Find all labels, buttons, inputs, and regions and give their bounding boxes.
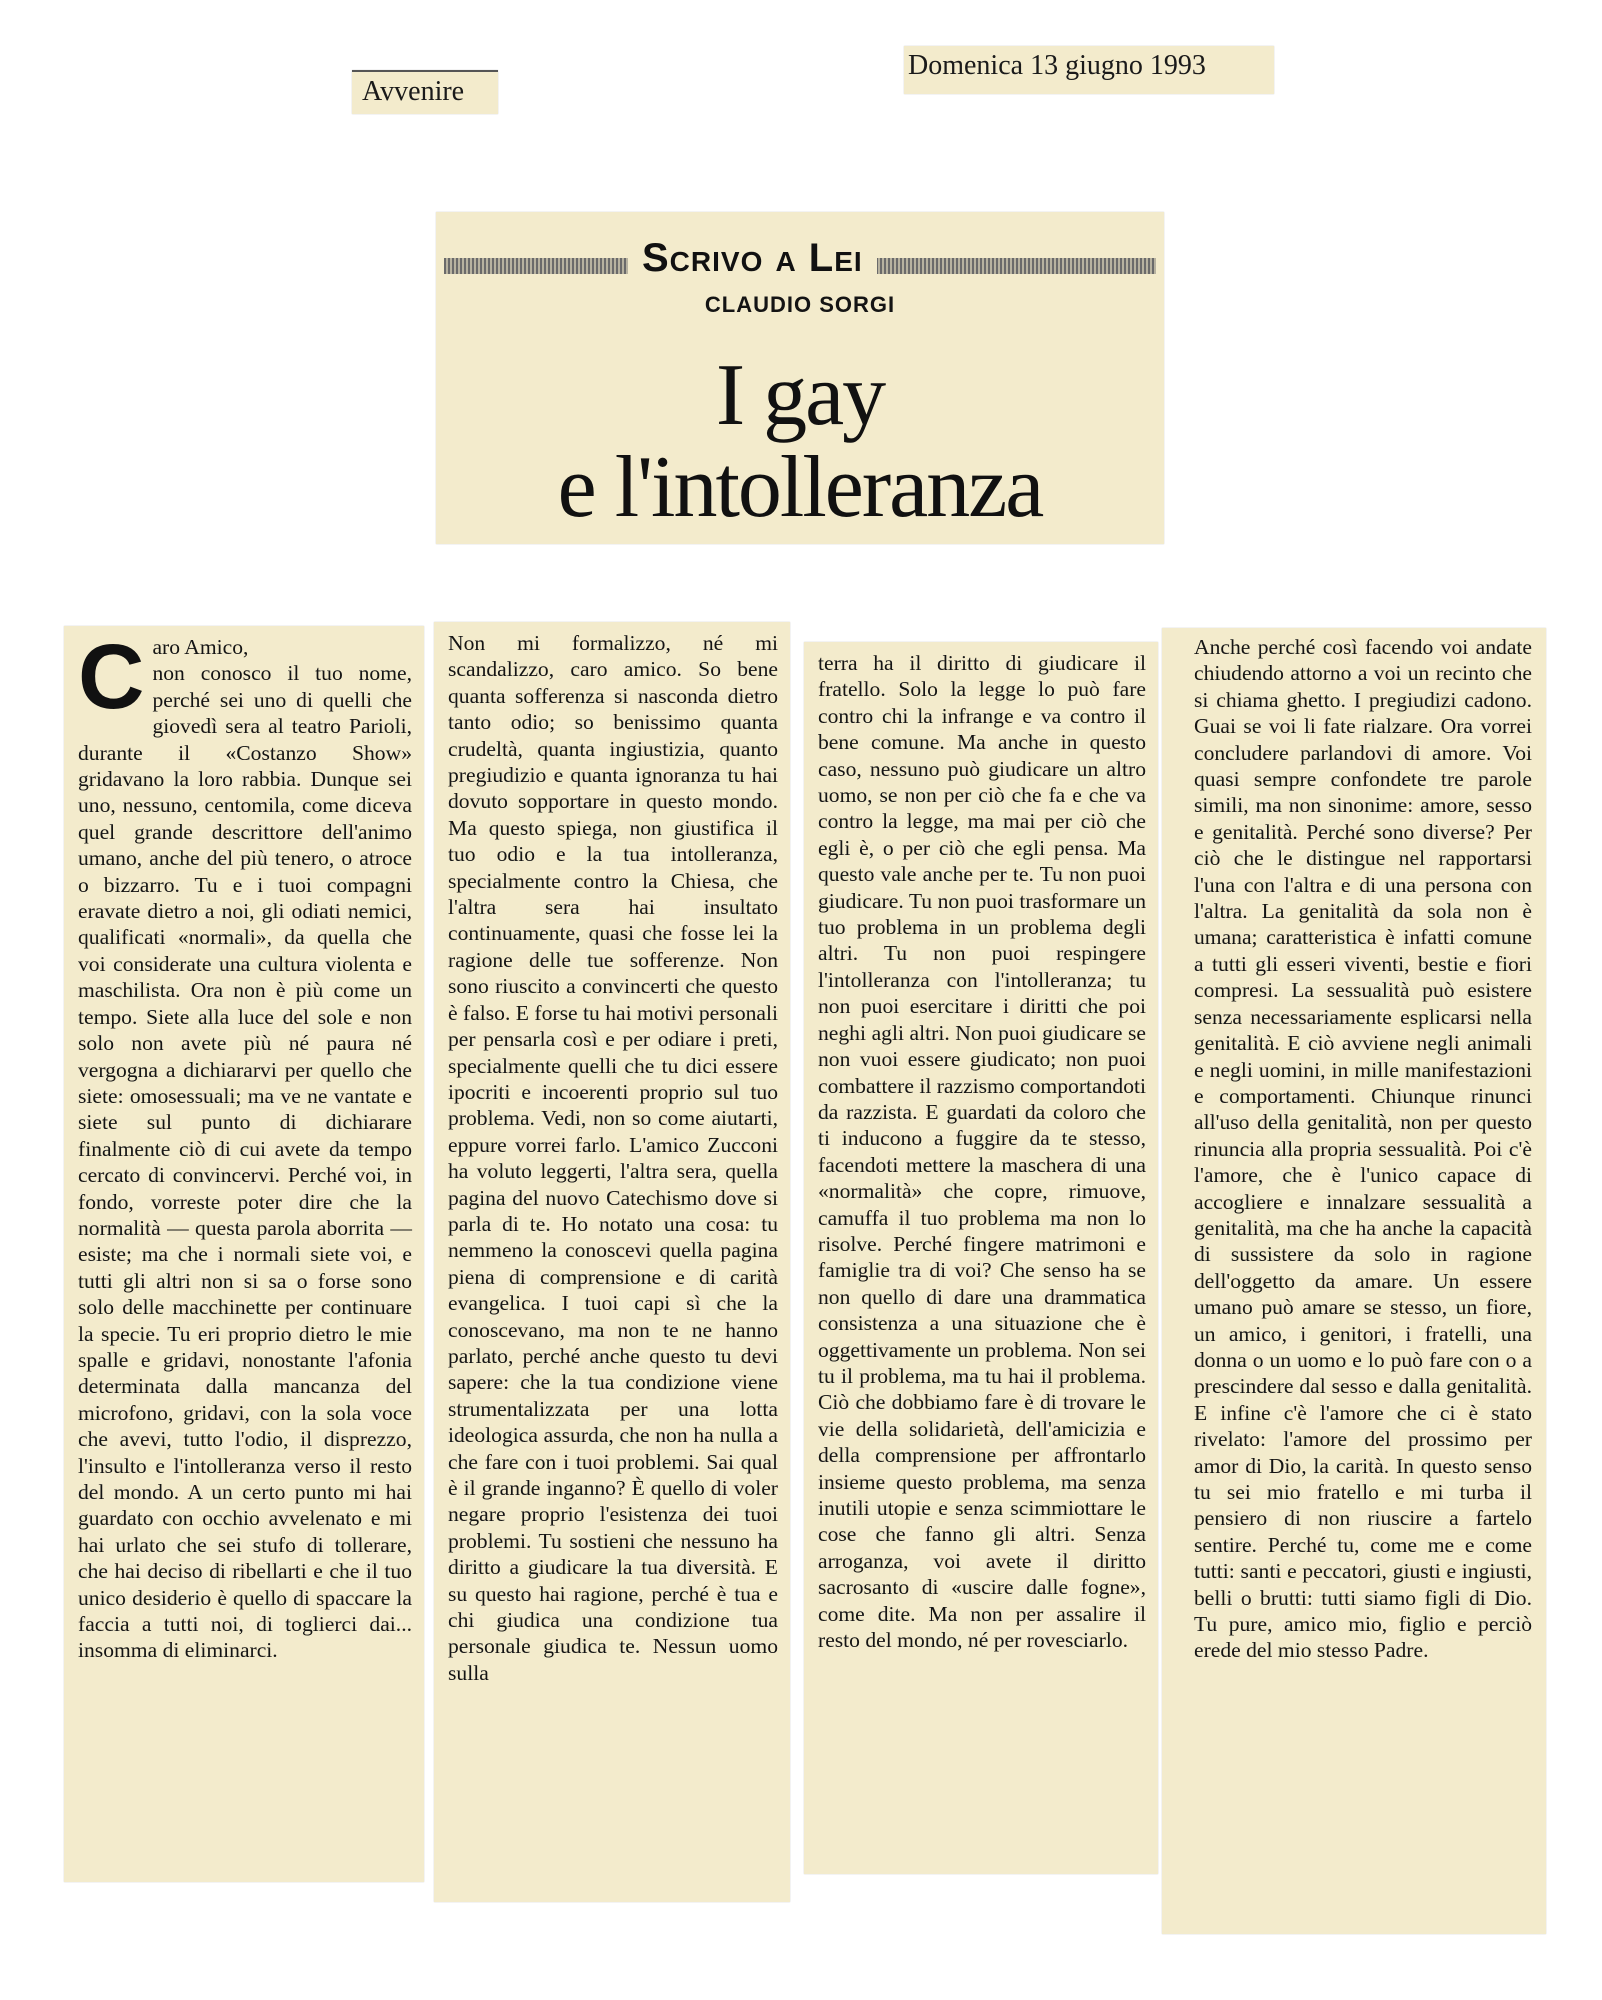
rubric-title: Scrivo a Lei: [628, 234, 877, 282]
salutation: aro Amico,: [152, 635, 249, 659]
publication-date-label: Domenica 13 giugno 1993: [904, 46, 1274, 94]
article-column-2: [434, 622, 790, 1902]
article-column-4: [1162, 628, 1546, 1934]
column-text: terra ha il diritto di giudicare il fratello. Solo la legge lo può fare contro chi la infrange e va contro il bene comune. Ma anche in questo caso, nessuno può giudicare un altro uomo, se non per ciò che fa e che va contro la legge, ma mai per ciò che egli è, o per ciò che egli pensa. Ma questo vale anche per te. Tu non puoi giudicare. Tu non puoi trasformare un tuo problema in un problema degli altri. Tu non puoi respingere l'intolleranza con l'intolleranza; tu non puoi esercitare i diritti che poi neghi agli altri. Non puoi giudicare se non vuoi essere giudicato; non puoi combattere il razzismo comportandoti da razzista. E guardati da coloro che ti inducono a fuggire da te stesso, facendoti mettere la maschera di una «normalità» che copre, rimuove, camuffa il tuo problema ma non lo risolve. Perché fingere matrimoni e famiglie tra di voi? Che senso ha se non quello di dare una drammatica consistenza a una situazione che è oggettivamente un problema. Non sei tu il problema, ma tu hai il problema. Ciò che dobbiamo fare è di trovare le vie della solidarietà, dell'amicizia e della comprensione per affrontarlo insieme questo problema, ma senza inutili utopie e senza scimmiottare le cose che fanno gli altri. Senza arroganza, voi avete il diritto sacrosanto di «uscire dalle fogne», come dite. Ma non per assalire il resto del mondo, né per rovesciarlo.: [818, 651, 1146, 1653]
article-header: [436, 212, 1164, 544]
headline-line-2: e l'intolleranza: [557, 439, 1043, 536]
column-text: Non mi formalizzo, né mi scandalizzo, caro amico. So bene quanta sofferenza si nasconda dietro tanto odio; so benissimo quanta crudeltà, quanta ingiustizia, quanto pregiudizio e quanta ignoranza tu hai dovuto sopportare in questo mondo. Ma questo spiega, non giustifica il tuo odio e la tua intolleranza, specialmente contro la Chiesa, che l'altra sera hai insultato continuamente, quasi che fosse lei la ragione delle tue sofferenze. Non sono riuscito a convincerti che questo è falso. E forse tu hai motivi personali per pensarla così e per odiare i preti, specialmente quelli che tu dici essere ipocriti e incoerenti proprio sul tuo problema. Vedi, non so come aiutarti, eppure vorrei farlo. L'amico Zucconi ha voluto leggerti, l'altra sera, quella pagina del nuovo Catechismo dove si parla di te. Ho notato una cosa: tu nemmeno la conoscevi quella pagina piena di comprensione e di carità evangelica. I tuoi capi sì che la conoscevano, ma non te ne hanno parlato, perché anche questo tu devi sapere: che la tua condizione viene strumentalizzata per una lotta ideologica assurda, che non ha nulla a che fare con i tuoi problemi. Sai qual è il grande inganno? È quello di voler negare proprio l'esistenza dei tuoi problemi. Tu sostieni che nessuno ha diritto a giudicare la tua diversità. E su questo hai ragione, perché è tua e chi giudica una condizione tua personale giudica te. Nessun uomo sulla: [448, 631, 778, 1685]
article-column-1: [64, 626, 424, 1882]
column-text: Anche perché così facendo voi andate chiudendo attorno a voi un recinto che si chiama ghetto. I pregiudizi cadono. Guai se voi li fate rialzare. Ora vorrei concludere parlandovi di amore. Voi quasi sempre confondete tre parole simili, ma non sinonime: amore, sesso e genitalità. Perché sono diverse? Per ciò che le distingue nel rapportarsi l'una con l'altra e di una persona con l'altra. La genitalità da sola non è umana; caratteristica è infatti comune a tutti gli esseri viventi, bestie e fiori compresi. La sessualità può esistere senza necessariamente esplicarsi nella genitalità. E ciò avviene negli animali e negli uomini, in mille manifestazioni e comportamenti. Chiunque rinunci all'uso della genitalità, non per questo rinuncia alla propria sessualità. Poi c'è l'amore, che è l'unico capace di accogliere e innalzare sessualità a genitalità, ma che ha anche la capacità di sussistere da solo in ragione dell'oggetto da amare. Un essere umano può amare se stesso, un fiore, un amico, i genitori, i fratelli, una donna o un uomo e lo può fare con o a prescindere dal sesso e dalla genitalità. E infine c'è l'amore che ci è stato rivelato: l'amore del prossimo per amor di Dio, la carità. In questo senso tu sei mio fratello e mi turba il pensiero di non riuscire a fartelo sentire. Perché tu, come me e come tutti: santi e peccatori, giusti e ingiusti, belli o brutti: tutti siamo figli di Dio. Tu pure, amico mio, figlio e perciò erede del mio stesso Padre.: [1194, 635, 1532, 1663]
drop-cap: C: [78, 626, 145, 728]
article-column-3: [804, 642, 1158, 1874]
column-text: non conosco il tuo nome, perché sei uno di quelli che giovedì sera al teatro Parioli, durante il «Costanzo Show» gridavano la loro rabbia. Dunque sei uno, nessuno, centomila, come diceva quel grande descrittore dell'animo umano, anche del più tenero, o atroce o bizzarro. Tu e i tuoi compagni eravate dietro a noi, gli odiati nemici, qualificati «normali», da quella che voi considerate una cultura violenta e maschilista. Ora non è più come un tempo. Siete alla luce del sole e non solo non avete più né paura né vergogna a dichiararvi per quello che siete: omosessuali; ma ve ne vantate e siete sul punto di dichiarare finalmente ciò di cui avete da tempo cercato di convincervi. Perché voi, in fondo, vorreste poter dire che la normalità — questa parola aborrita — esiste; ma che i normali siete voi, e tutti gli altri non si sa o forse sono solo delle macchinette per continuare la specie. Tu eri proprio dietro le mie spalle e gridavi, nonostante l'afonia determinata dalla mancanza del microfono, gridavi, con la sola voce che avevi, tutto l'odio, il disprezzo, l'insulto e l'intolleranza verso il resto del mondo. A un certo punto mi hai guardato con occhio avvelenato e mi hai urlato che sei stufo di tollerare, che hai deciso di ribellarti e che il tuo unico desiderio è quello di spaccare la faccia a tutti noi, di toglierci dai... insomma di eliminarci.: [78, 661, 412, 1663]
author-byline: CLAUDIO SORGI: [704, 292, 896, 317]
rubric-row: [436, 236, 1164, 280]
newspaper-source-label: Avvenire: [352, 70, 498, 114]
headline-line-1: I gay: [715, 347, 885, 444]
